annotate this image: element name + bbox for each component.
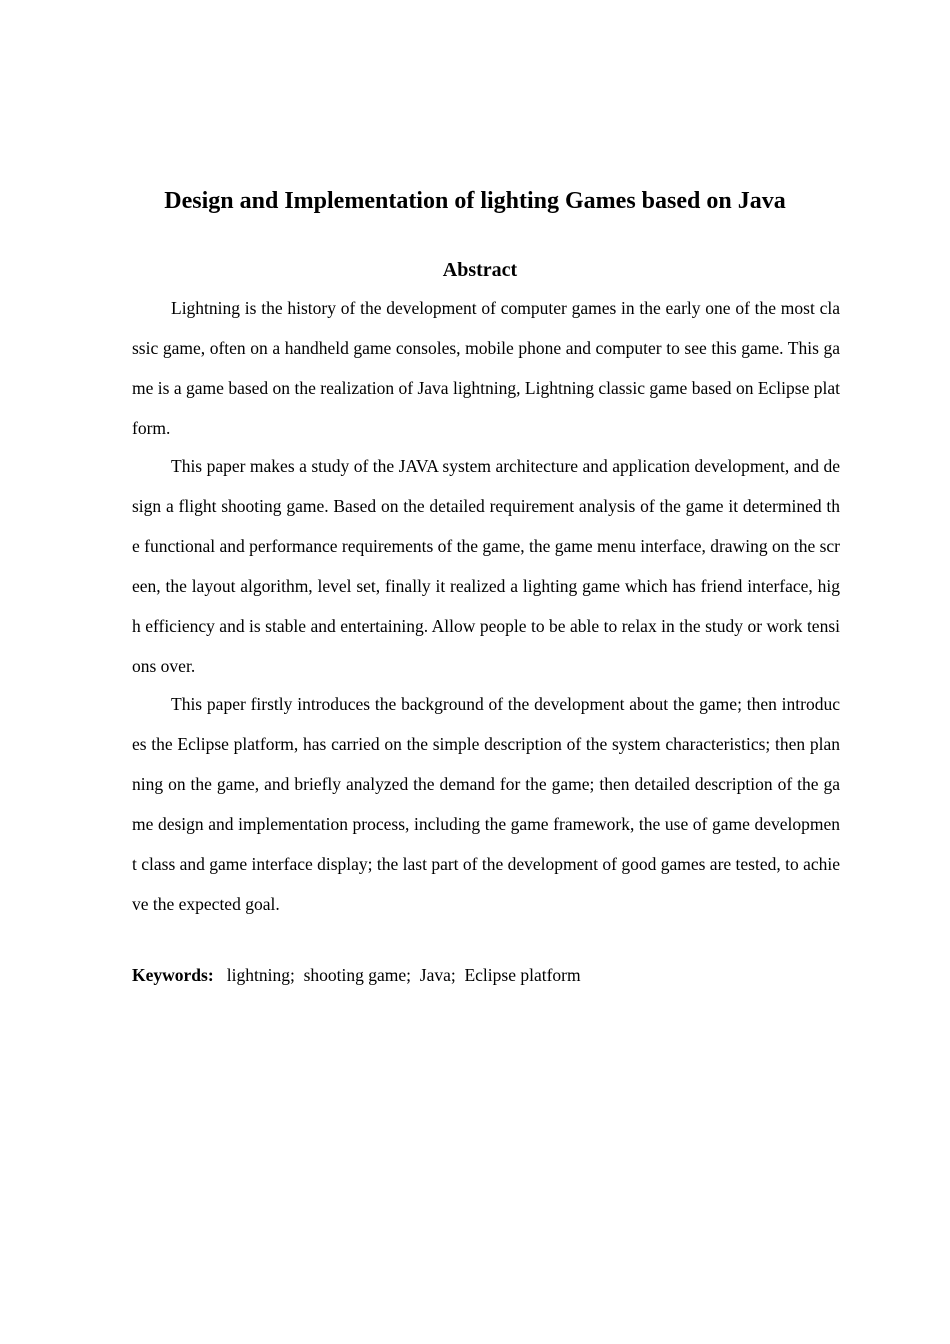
keywords-label: Keywords:: [132, 965, 214, 985]
keywords-line: [132, 955, 840, 995]
paper-title: Design and Implementation of lighting Games based on Java: [164, 188, 786, 214]
abstract-paragraph-2: This paper makes a study of the JAVA system architecture and application development, and design a flight shooting game. Based on the detailed requirement analysis of the game it determined the functional and performance requirements of the game, the game menu interface, drawing on the screen, the layout algorithm, level set, finally it realized a lighting game which has friend interface, high efficiency and is stable and entertaining. Allow people to be able to relax in the study or work tensions over.: [132, 456, 840, 676]
abstract-paragraph-3: This paper firstly introduces the background of the development about the game; then introduces the Eclipse platform, has carried on the simple description of the system characteristics; then planning on the game, and briefly analyzed the demand for the game; then detailed description of the game design and implementation process, including the game framework, the use of game development class and game interface display; the last part of the development of good games are tested, to achieve the expected goal.: [132, 694, 841, 914]
abstract-body: [132, 288, 840, 924]
keywords-list: lightning; shooting game; Java; Eclipse platform: [213, 965, 581, 985]
abstract-heading: Abstract: [442, 259, 518, 281]
abstract-paragraph-1: Lightning is the history of the development of computer games in the early one of the most classic game, often on a handheld game consoles, mobile phone and computer to see this game. This game is a game based on the realization of Java lightning, Lightning classic game based on Eclipse platform.: [132, 298, 840, 438]
